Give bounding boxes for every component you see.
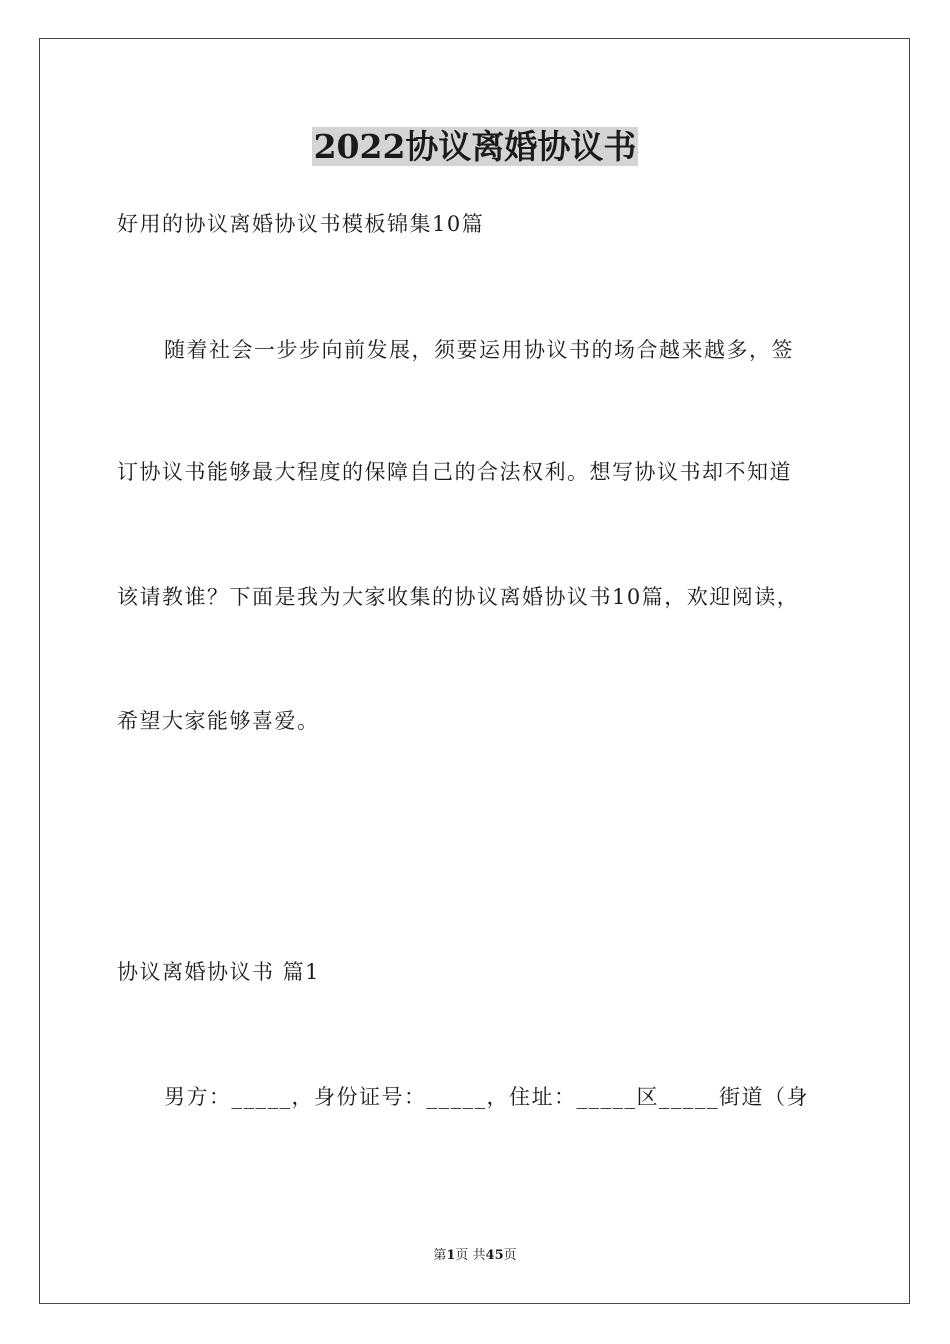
document-title [0, 125, 950, 169]
footer-mid: 页 共 [455, 1248, 486, 1263]
document-title-text: 2022协议离婚协议书 [313, 127, 637, 166]
page-footer [0, 1247, 950, 1265]
document-subtitle: 好用的协议离婚协议书模板锦集10篇 [117, 212, 485, 236]
footer-page-number: 1 [446, 1248, 456, 1263]
intro-line-1: 随着社会一步步向前发展，须要运用协议书的场合越来越多，签 [164, 338, 794, 362]
section-heading: 协议离婚协议书 篇1 [117, 960, 321, 984]
intro-line-3: 该请教谁？下面是我为大家收集的协议离婚协议书10篇，欢迎阅读， [117, 585, 800, 609]
party-info-line: 男方：_____，身份证号：_____，住址：_____区_____街道（身 [164, 1085, 809, 1109]
footer-suffix: 页 [503, 1248, 517, 1263]
footer-total-pages: 45 [485, 1248, 504, 1263]
footer-prefix: 第 [433, 1248, 447, 1263]
intro-line-2: 订协议书能够最大程度的保障自己的合法权利。想写协议书却不知道 [117, 460, 792, 484]
intro-line-4: 希望大家能够喜爱。 [117, 709, 320, 733]
